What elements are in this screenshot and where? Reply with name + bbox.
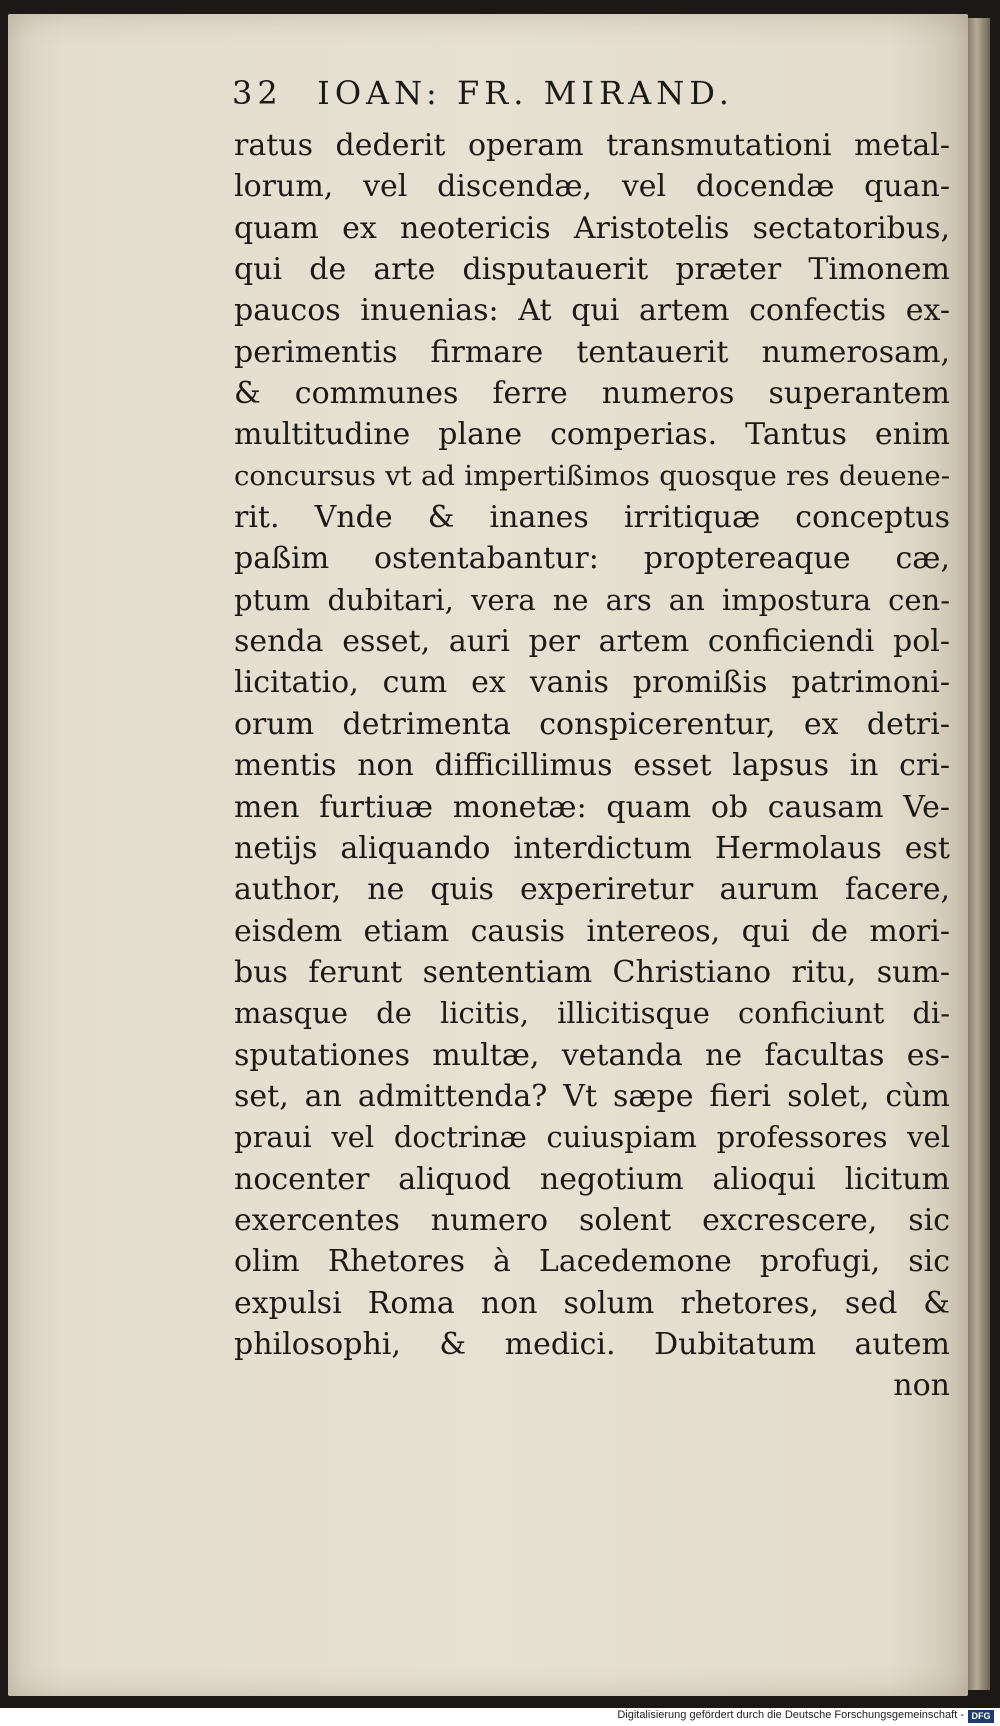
- running-head: [232, 74, 822, 124]
- text-line: ptum dubitari, vera ne ars an impostura cen-: [234, 582, 950, 617]
- text-line: lorum, vel discendæ, vel docendæ quan-: [234, 169, 950, 205]
- text-line: eisdem etiam causis intereos, qui de mori-: [234, 913, 950, 949]
- text-line: & communes ferre numeros superantem: [234, 376, 950, 412]
- text-line: philosophi, & medici. Dubitatum autem: [234, 1326, 950, 1362]
- page-number: 32: [232, 74, 283, 112]
- text-line: netijs aliquando interdictum Hermolaus est: [234, 830, 950, 866]
- text-line: exercentes numero solent excrescere, sic: [234, 1202, 950, 1238]
- text-line: men furtiuæ monetæ: quam ob causam Ve-: [234, 789, 950, 825]
- text-line: mentis non difficillimus esset lapsus in cri-: [234, 748, 950, 784]
- text-line: nocenter aliquod negotium alioqui licitum: [234, 1161, 950, 1197]
- text-line: paucos inuenias: At qui artem confectis ex-: [234, 293, 950, 329]
- book-page-edge: [968, 18, 990, 1690]
- dfg-logo: DFG: [968, 1710, 994, 1723]
- text-line: perimentis firmare tentauerit numerosam,: [234, 334, 950, 370]
- text-line: licitatio, cum ex vanis promißis patrimoni-: [234, 665, 950, 701]
- running-title: IOAN: FR. MIRAND.: [317, 74, 734, 112]
- catchword: non: [893, 1368, 950, 1404]
- text-line: senda esset, auri per artem conficiendi pol-: [234, 624, 950, 660]
- text-line: author, ne quis experiretur aurum facere,: [234, 872, 950, 908]
- text-line: praui vel doctrinæ cuiuspiam professores vel: [234, 1120, 950, 1155]
- text-line: sputationes multæ, vetanda ne facultas es-: [234, 1037, 950, 1073]
- text-line: set, an admittenda? Vt sæpe fieri solet, cùm: [234, 1078, 950, 1114]
- text-line: rit. Vnde & inanes irritiquæ conceptus: [234, 500, 950, 536]
- text-line: paßim ostentabantur: proptereaque cæ,: [234, 541, 950, 577]
- text-line: concursus vt ad impertißimos quosque res deuene-: [234, 459, 950, 492]
- text-line: qui de arte disputauerit præter Timonem: [234, 252, 950, 288]
- funding-credit: Digitalisierung gefördert durch die Deutsche Forschungsgemeinschaft -: [617, 1709, 964, 1721]
- text-line: masque de licitis, illicitisque conficiunt di-: [234, 996, 950, 1031]
- digitization-footer: [0, 1708, 1000, 1726]
- body-text: [234, 125, 950, 1407]
- text-line: bus ferunt sententiam Christiano ritu, sum-: [234, 954, 950, 990]
- text-line: ratus dederit operam transmutationi metal-: [234, 128, 950, 163]
- text-line: olim Rhetores à Lacedemone profugi, sic: [234, 1244, 950, 1280]
- text-line: multitudine plane comperias. Tantus enim: [234, 417, 950, 453]
- text-line: orum detrimenta conspicerentur, ex detri-: [234, 706, 950, 742]
- text-line: expulsi Roma non solum rhetores, sed &: [234, 1285, 950, 1321]
- text-line: quam ex neotericis Aristotelis sectatoribus,: [234, 210, 950, 246]
